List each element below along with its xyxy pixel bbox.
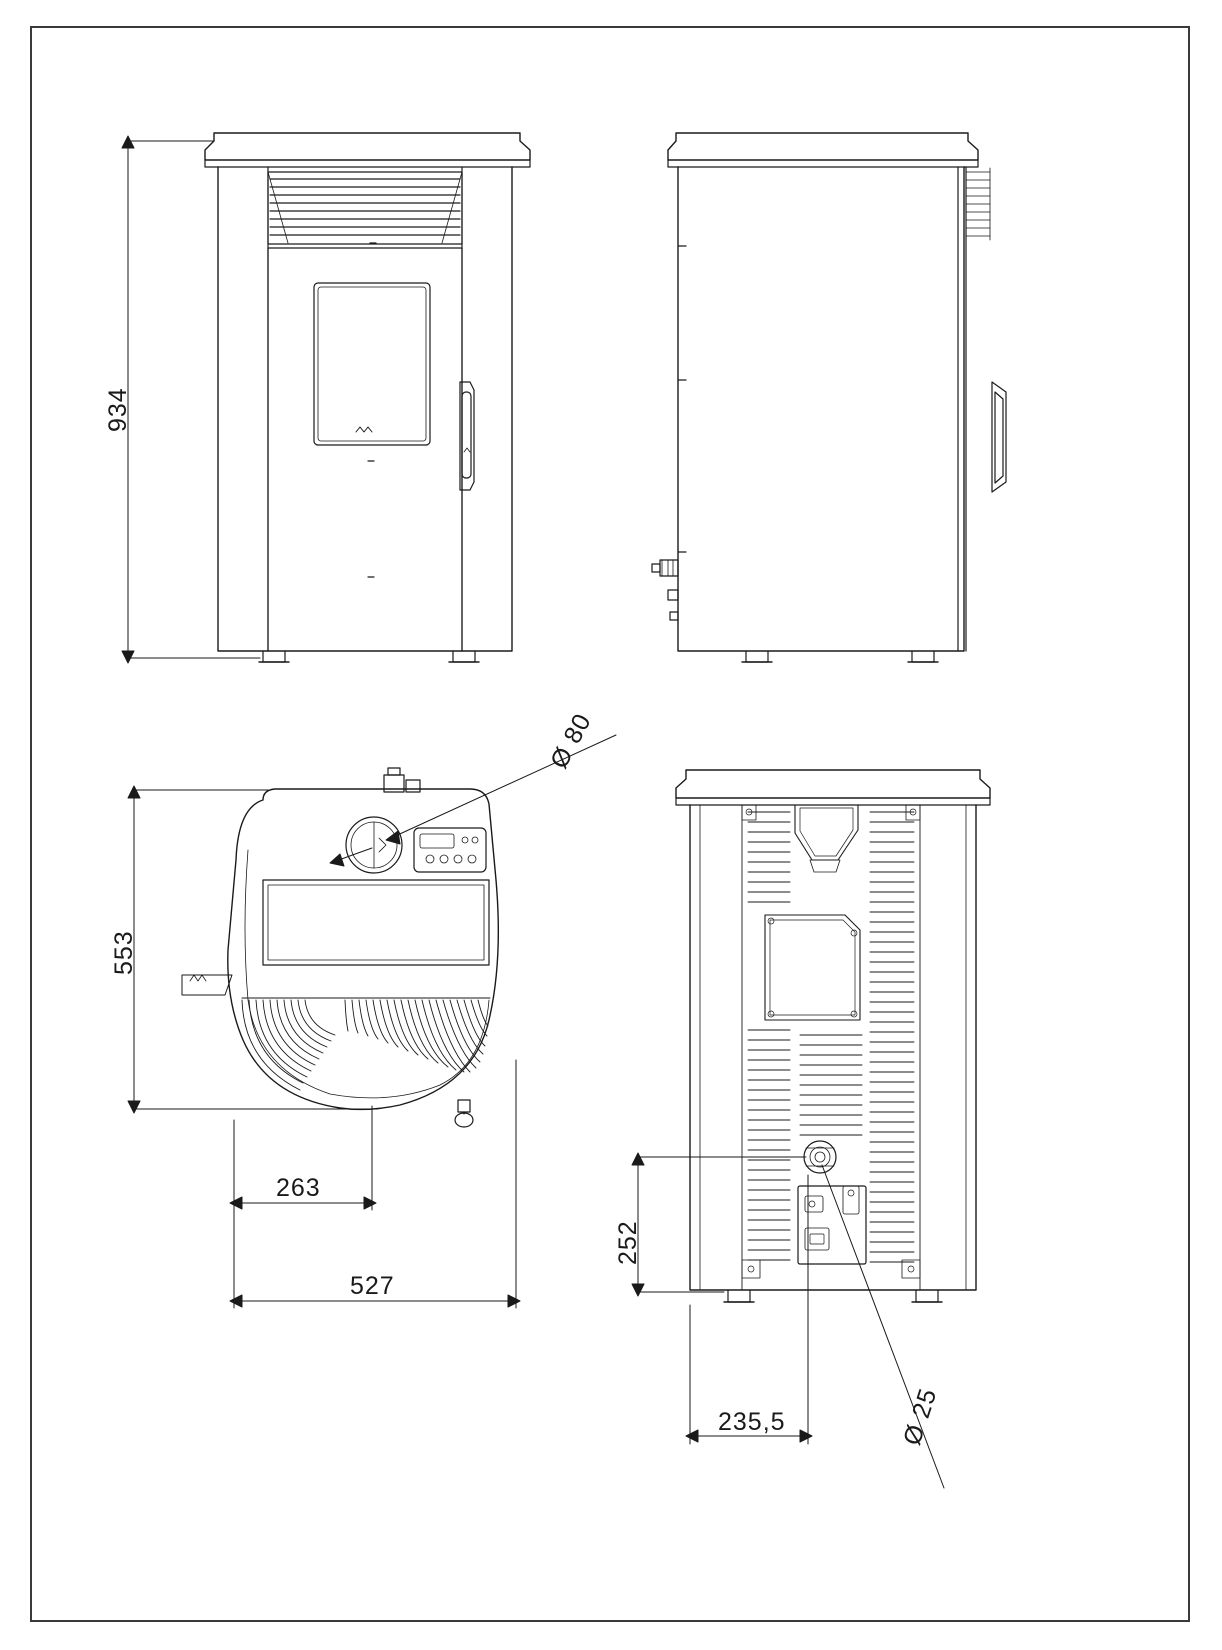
dimension-height-934 [122, 136, 260, 663]
dimension-label-553: 553 [110, 930, 138, 975]
dimension-label-flue-80: Ø 80 [545, 708, 598, 774]
side-view-geometry [652, 133, 1006, 662]
rear-view-geometry [676, 770, 990, 1302]
dimension-label-527: 527 [350, 1272, 395, 1300]
dimension-label-934: 934 [104, 387, 132, 432]
top-view-geometry [182, 768, 498, 1127]
dimension-label-263: 263 [276, 1174, 321, 1202]
dimension-outlet-offset-235-5 [686, 1175, 812, 1444]
front-view-geometry [205, 133, 530, 662]
dimension-label-252: 252 [614, 1220, 642, 1265]
dimension-label-connection-25: Ø 25 [898, 1384, 943, 1449]
dimension-label-235-5: 235,5 [718, 1408, 786, 1436]
dimension-depth-553 [128, 786, 378, 1113]
dimension-width-527 [230, 1060, 520, 1308]
dimension-outlet-252 [632, 1153, 806, 1296]
